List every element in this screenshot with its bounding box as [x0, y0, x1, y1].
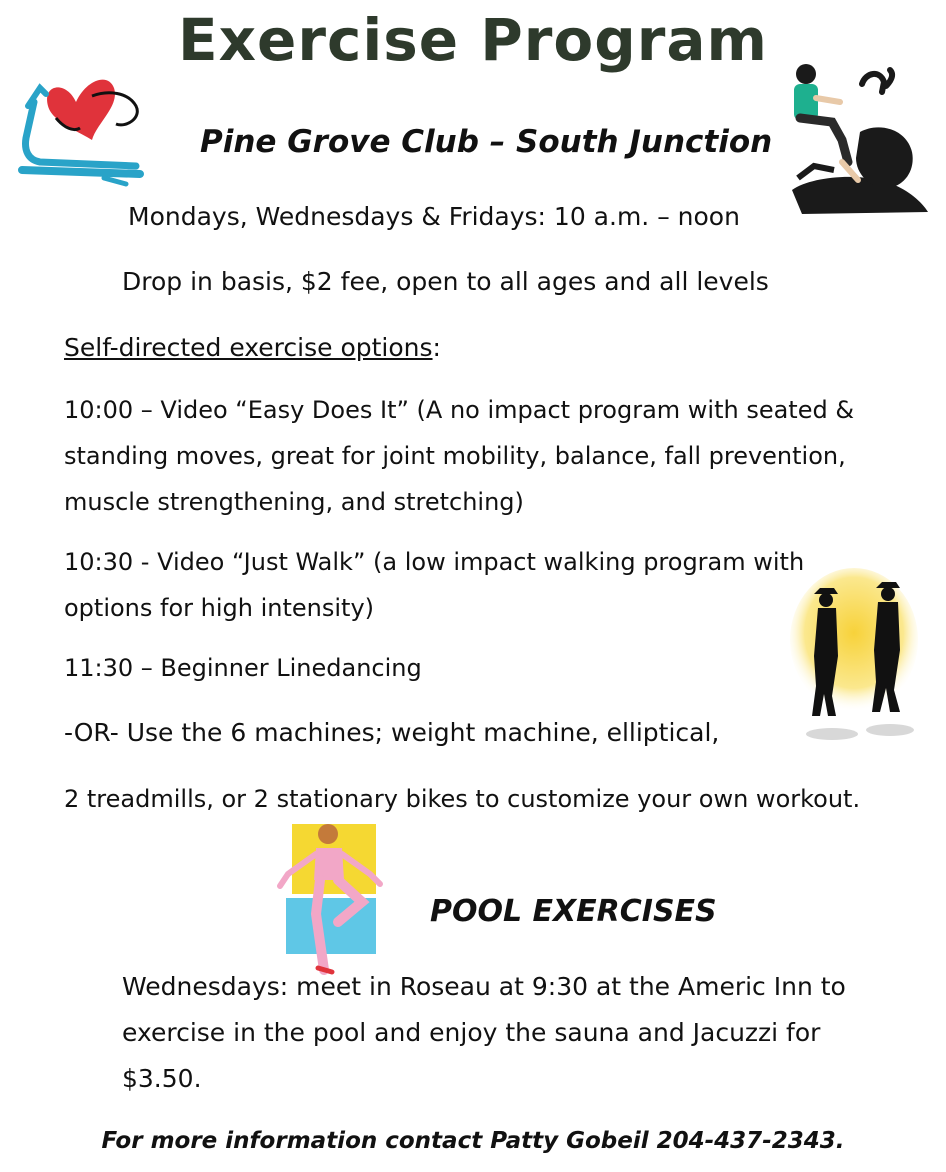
- schedule-line: Mondays, Wednesdays & Fridays: 10 a.m. – noon: [128, 202, 740, 231]
- option-just-walk: 10:30 - Video “Just Walk” (a low impact walking program with options for high intensity): [64, 548, 805, 622]
- fee-line: Drop in basis, $2 fee, open to all ages and all levels: [122, 267, 769, 296]
- line-dancers-icon: [792, 566, 922, 756]
- machines-line-1: -OR- Use the 6 machines; weight machine, elliptical,: [64, 718, 720, 747]
- contact-footer: For more information contact Patty Gobeil 204-437-2343.: [101, 1128, 845, 1154]
- aerobics-woman-icon: [276, 814, 388, 978]
- options-heading-colon: :: [432, 333, 441, 362]
- option-easy-does-it: 10:00 – Video “Easy Does It” (A no impact program with seated & standing moves, great for joint mobility, balance, fall prevention, muscle strengthening, and stretching): [64, 396, 855, 516]
- pool-heading: POOL EXERCISES: [430, 894, 717, 929]
- treadmill-heart-icon: [16, 66, 156, 188]
- pool-details: Wednesdays: meet in Roseau at 9:30 at the Americ Inn to exercise in the pool and enjoy the sauna and Jacuzzi for $3.50.: [122, 972, 846, 1093]
- options-heading-text: Self-directed exercise options: [64, 333, 433, 362]
- option-linedancing: 11:30 – Beginner Linedancing: [64, 654, 422, 682]
- options-heading: [64, 325, 441, 371]
- machines-line-2: 2 treadmills, or 2 stationary bikes to customize your own workout.: [64, 785, 861, 813]
- club-location: Pine Grove Club – South Junction: [200, 124, 773, 160]
- stationary-bike-icon: [782, 62, 932, 222]
- page-title: Exercise Program: [178, 6, 768, 74]
